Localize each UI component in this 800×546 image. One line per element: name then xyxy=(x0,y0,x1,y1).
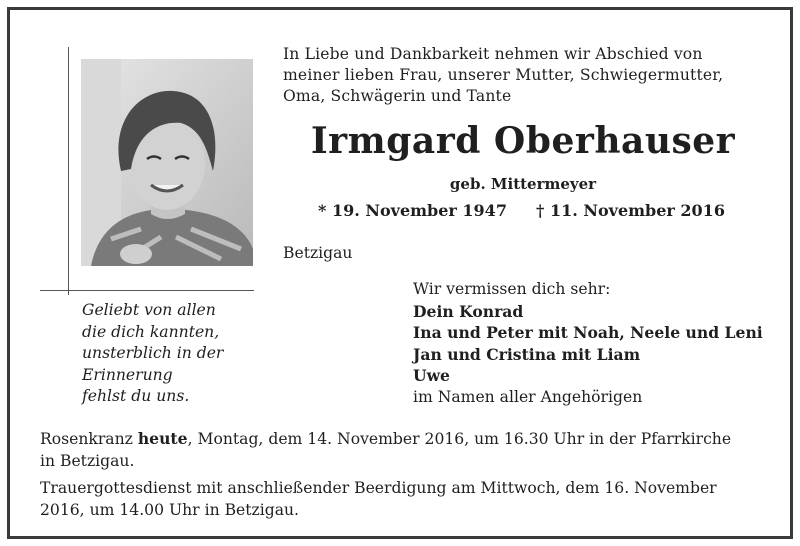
quote-line: fehlst du uns. xyxy=(82,387,190,405)
quote-line: unsterblich in der xyxy=(82,344,224,362)
deceased-name: Irmgard Oberhauser xyxy=(310,120,736,162)
quote-line: Erinnerung xyxy=(82,365,173,384)
mourner-name: Ina und Peter mit Noah, Neele und Leni xyxy=(413,323,763,342)
mourner-name: Dein Konrad xyxy=(413,301,524,321)
memorial-quote xyxy=(82,300,223,408)
quote-line: Geliebt von allen xyxy=(82,301,216,319)
rosary-prefix: Rosenkranz xyxy=(40,430,138,448)
rosary-notice xyxy=(40,428,780,472)
rosary-line-1 xyxy=(40,428,780,451)
birth-date: * 19. November 1947 xyxy=(318,201,507,220)
rosary-details: , Montag, dem 14. November 2016, um 16.30 Uhr in der Pfarrkirche xyxy=(187,430,732,448)
funeral-line-1: Trauergottesdienst mit anschließender Beerdigung am Mittwoch, dem 16. November xyxy=(40,479,717,497)
funeral-notice xyxy=(40,478,780,521)
mourner-name: Jan und Cristina mit Liam xyxy=(413,344,641,364)
rosary-line-2: in Betzigau. xyxy=(40,451,135,470)
funeral-line-2: 2016, um 14.00 Uhr in Betzigau. xyxy=(40,500,300,519)
rosary-today: heute xyxy=(137,429,188,448)
vertical-divider xyxy=(68,47,69,295)
intro-line: meiner lieben Frau, unserer Mutter, Schwiegermutter, xyxy=(283,66,724,84)
intro-line: Oma, Schwägerin und Tante xyxy=(283,87,512,105)
horizontal-divider xyxy=(40,290,254,291)
mourners-closing: im Namen aller Angehörigen xyxy=(413,387,643,406)
quote-line: die dich kannten, xyxy=(82,322,220,341)
intro-line: In Liebe und Dankbarkeit nehmen wir Abschied von xyxy=(283,45,703,63)
intro-text xyxy=(283,44,773,107)
mourners-intro: Wir vermissen dich sehr: xyxy=(413,280,611,298)
death-date: † 11. November 2016 xyxy=(536,201,725,220)
maiden-name: geb. Mittermeyer xyxy=(449,175,597,193)
mourner-name: Uwe xyxy=(413,366,450,385)
life-dates xyxy=(318,201,778,220)
mourners-block xyxy=(413,279,763,408)
portrait-photo xyxy=(81,59,253,266)
hometown: Betzigau xyxy=(283,244,353,262)
